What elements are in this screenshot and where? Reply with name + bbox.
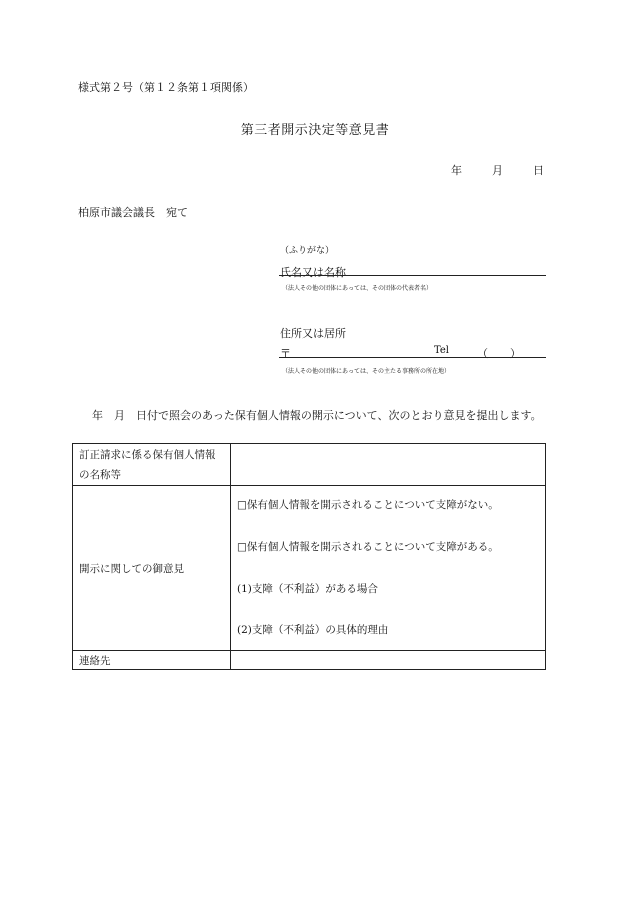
opinion-label: 開示に関しての御意見 xyxy=(73,486,231,651)
contact-field[interactable] xyxy=(231,651,546,670)
postal-mark: 〒 xyxy=(280,347,291,360)
tel-paren-open: （ xyxy=(477,347,488,360)
table-row xyxy=(73,486,546,651)
date-row xyxy=(451,162,544,178)
option-issue-reason: (2)支障（不利益）の具体的理由 xyxy=(237,624,389,636)
option-has-issue[interactable]: □保有個人情報を開示されることについて支障がある。 xyxy=(237,541,499,553)
name-label: 氏名又は名称 xyxy=(280,266,346,279)
tel-paren-close: ） xyxy=(510,347,521,360)
address-underline xyxy=(279,357,546,358)
opinion-field[interactable] xyxy=(231,486,546,651)
form-number: 様式第２号（第１２条第１項関係） xyxy=(78,81,254,94)
option-issue-case: (1)支障（不利益）がある場合 xyxy=(237,583,378,595)
furigana-label: （ふりがな） xyxy=(280,246,335,256)
contact-label: 連絡先 xyxy=(73,651,231,670)
name-underline xyxy=(279,275,546,276)
addressee: 柏原市議会議長 宛て xyxy=(78,206,188,219)
name-note: （法人その他の団体にあっては、その団体の代表者名） xyxy=(282,285,432,292)
table-row xyxy=(73,651,546,670)
option-no-issue[interactable]: □保有個人情報を開示されることについて支障がない。 xyxy=(237,499,499,511)
opinion-table xyxy=(72,443,546,670)
address-label: 住所又は居所 xyxy=(280,327,346,340)
tel-label: Tel xyxy=(434,345,450,356)
info-name-field[interactable] xyxy=(231,444,546,486)
date-month: 月 xyxy=(492,164,503,177)
date-day: 日 xyxy=(533,164,544,177)
info-name-label: 訂正請求に係る保有個人情報の名称等 xyxy=(73,444,231,486)
table-row xyxy=(73,444,546,486)
document-title: 第三者開示決定等意見書 xyxy=(240,123,390,138)
body-text: 年 月 日付で照会のあった保有個人情報の開示について、次のとおり意見を提出します。 xyxy=(92,409,542,422)
address-note: （法人その他の団体にあっては、その主たる事務所の所在地） xyxy=(282,368,450,375)
date-year: 年 xyxy=(451,164,462,177)
